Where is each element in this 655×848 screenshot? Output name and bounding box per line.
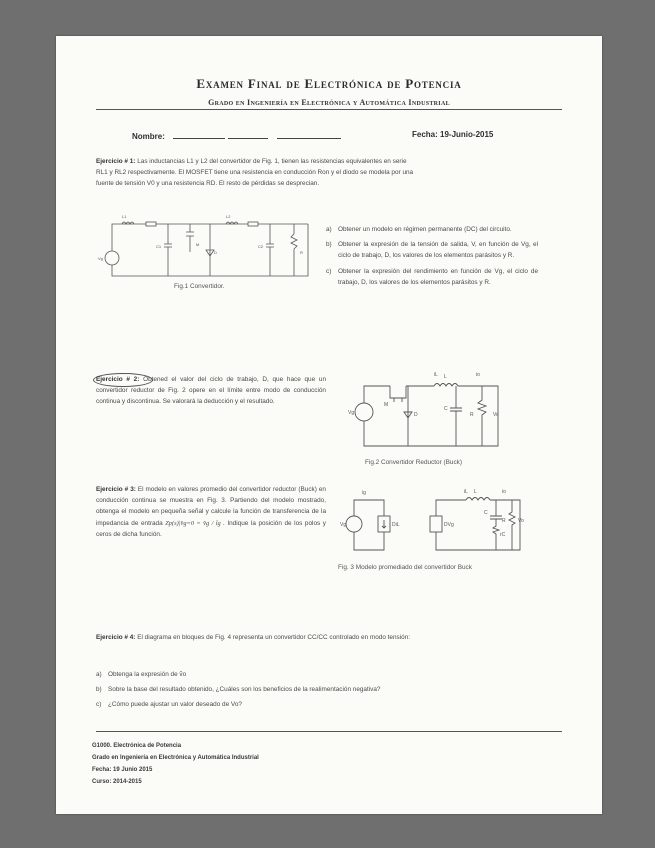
- ex1-questions: [326, 224, 538, 292]
- fig1-label-c2: C2: [258, 244, 264, 249]
- header-divider: [96, 109, 562, 110]
- ex4-statement: [96, 632, 566, 643]
- fig1-caption: Fig.1 Convertidor.: [174, 283, 225, 290]
- fig2-label-io: io: [476, 372, 480, 378]
- ex4-question-a: a) Obtenga la expresión de v̂o: [96, 671, 187, 678]
- fig1-label-d: D: [214, 250, 217, 255]
- fig1-label-l1: L1: [122, 214, 127, 219]
- exam-date: Fecha: 19-Junio-2015: [412, 130, 494, 139]
- fig3-label-io: io: [502, 489, 506, 495]
- footer-divider: [96, 731, 562, 732]
- fig1-label-l2: L2: [226, 214, 231, 219]
- ex4-question-b: b) Sobre la base del resultado obtenido, ¿Cuáles son los beneficios de la realimentación negativa?: [96, 686, 381, 694]
- name-label: Nombre:: [132, 132, 165, 141]
- fig2-circuit: [348, 372, 508, 454]
- footer-line-degree: Grado en Ingeniería en Electrónica y Automática Industrial: [92, 755, 259, 761]
- exam-page: [56, 36, 602, 814]
- ex3-formula: Zp(s)|v̂g=0 = v̂g / îg .: [165, 519, 225, 527]
- ex1-question-c: c) Obtener la expresión del rendimiento en función de Vg, el ciclo de trabajo, D, los valores de los elementos parásitos y R.: [326, 267, 538, 286]
- fig2-label-vg: Vg: [348, 410, 355, 416]
- footer-info: [92, 740, 259, 788]
- fig2-label-d: D: [414, 412, 418, 418]
- footer-line-date: Fecha: 19 Junio 2015: [92, 767, 153, 773]
- ex1-statement: [96, 156, 566, 190]
- ex4-question-c: c) ¿Cómo puede ajustar un valor deseado de Vo?: [96, 701, 242, 709]
- ex4-heading: Ejercicio # 4:: [96, 634, 136, 641]
- footer-line-year: Curso: 2014-2015: [92, 779, 142, 785]
- fig1-label-m: M: [196, 242, 200, 247]
- ex4-questions: [96, 669, 566, 715]
- ex3-statement: [96, 484, 326, 540]
- ex3-text: El modelo en valores promedio del convertidor reductor (Buck) en conducción continua se muestra en Fig. 3. Partiendo del modelo mostrado, obtenga el modelo en pequeña señal y calcule la función de transferencia de la impedancia de entrada: [96, 486, 326, 527]
- ex1-line-3: fuente de tensión V0 y una resistencia RD. El resto de pérdidas se desprecian.: [96, 180, 320, 188]
- fig2-label-c: C: [444, 406, 448, 412]
- fig3-caption: Fig. 3 Modelo promediado del convertidor Buck: [338, 564, 472, 571]
- page-subtitle: Grado en Ingeniería en Electrónica y Automática Industrial: [208, 98, 450, 107]
- ex2-heading: Ejercicio # 2:: [96, 376, 140, 383]
- ex1-line-2: RL1 y RL2 respectivamente. El MOSFET tiene una resistencia en conducción Ron y el diodo se modela por una: [96, 169, 414, 177]
- fig3-label-dil: DiL: [392, 522, 400, 528]
- fig3-label-ig: ig: [362, 490, 366, 496]
- ex1-heading: Ejercicio # 1:: [96, 158, 136, 165]
- fig3-label-il: iL: [464, 489, 468, 495]
- fig2-caption: Fig.2 Convertidor Reductor (Buck): [365, 459, 462, 466]
- page-title: Examen Final de Electrónica de Potencia: [196, 76, 462, 91]
- name-field: [132, 130, 344, 141]
- fig2-label-r: R: [470, 412, 474, 418]
- fig2-label-l: L: [444, 374, 447, 380]
- footer-line-course: G1000. Electrónica de Potencia: [92, 743, 182, 749]
- ex2-statement: [96, 374, 326, 408]
- fig3-label-c: C: [484, 510, 488, 516]
- fig3-label-l: L: [474, 489, 477, 495]
- ex4-text: El diagrama en bloques de Fig. 4 representa un convertidor CC/CC controlado en modo tensión:: [137, 634, 411, 641]
- fig2-label-m: M: [384, 402, 389, 408]
- fig1-label-r: R: [300, 250, 303, 255]
- fig2-label-il: iL: [434, 372, 438, 378]
- fig3-circuit: [340, 488, 530, 558]
- ex2-text: Obtened el valor del ciclo de trabajo, D, que hace que un convertidor reductor de Fig. 2 opere en el límite entre modo de conducción continua y discontinua. Se valorará la deducción y el resultado.: [96, 376, 326, 406]
- fig2-label-vo: Vo: [493, 412, 499, 418]
- name-blank-1: [173, 130, 225, 139]
- ex1-question-a: a) Obtener un modelo en régimen permanente (DC) del circuito.: [326, 226, 512, 233]
- name-blank-2: [228, 130, 268, 139]
- ex3-heading: Ejercicio # 3:: [96, 486, 136, 493]
- fig3-label-rc: rC: [500, 532, 506, 538]
- fig3-label-vg: Vg: [340, 522, 347, 528]
- fig3-label-dvg: DVg: [444, 522, 454, 528]
- ex1-question-b: b) Obtener la expresión de la tensión de salida, V, en función de Vg, el ciclo de trabajo, D, los valores de los elementos parásitos y R.: [326, 241, 538, 260]
- name-blank-3: [277, 130, 341, 139]
- fig3-label-vo: Vo: [518, 518, 524, 524]
- fig1-label-vg: Vg: [98, 256, 103, 261]
- fig3-label-r: R: [502, 518, 506, 524]
- ex1-line-1: Las inductancias L1 y L2 del convertidor de Fig. 1, tienen las resistencias equivalentes en serie: [137, 158, 407, 165]
- ex3-text-2: Indique la posición de los polos y ceros de dicha función.: [96, 519, 326, 538]
- fig1-circuit: [98, 214, 323, 284]
- fig1-label-c1: C1: [156, 244, 162, 249]
